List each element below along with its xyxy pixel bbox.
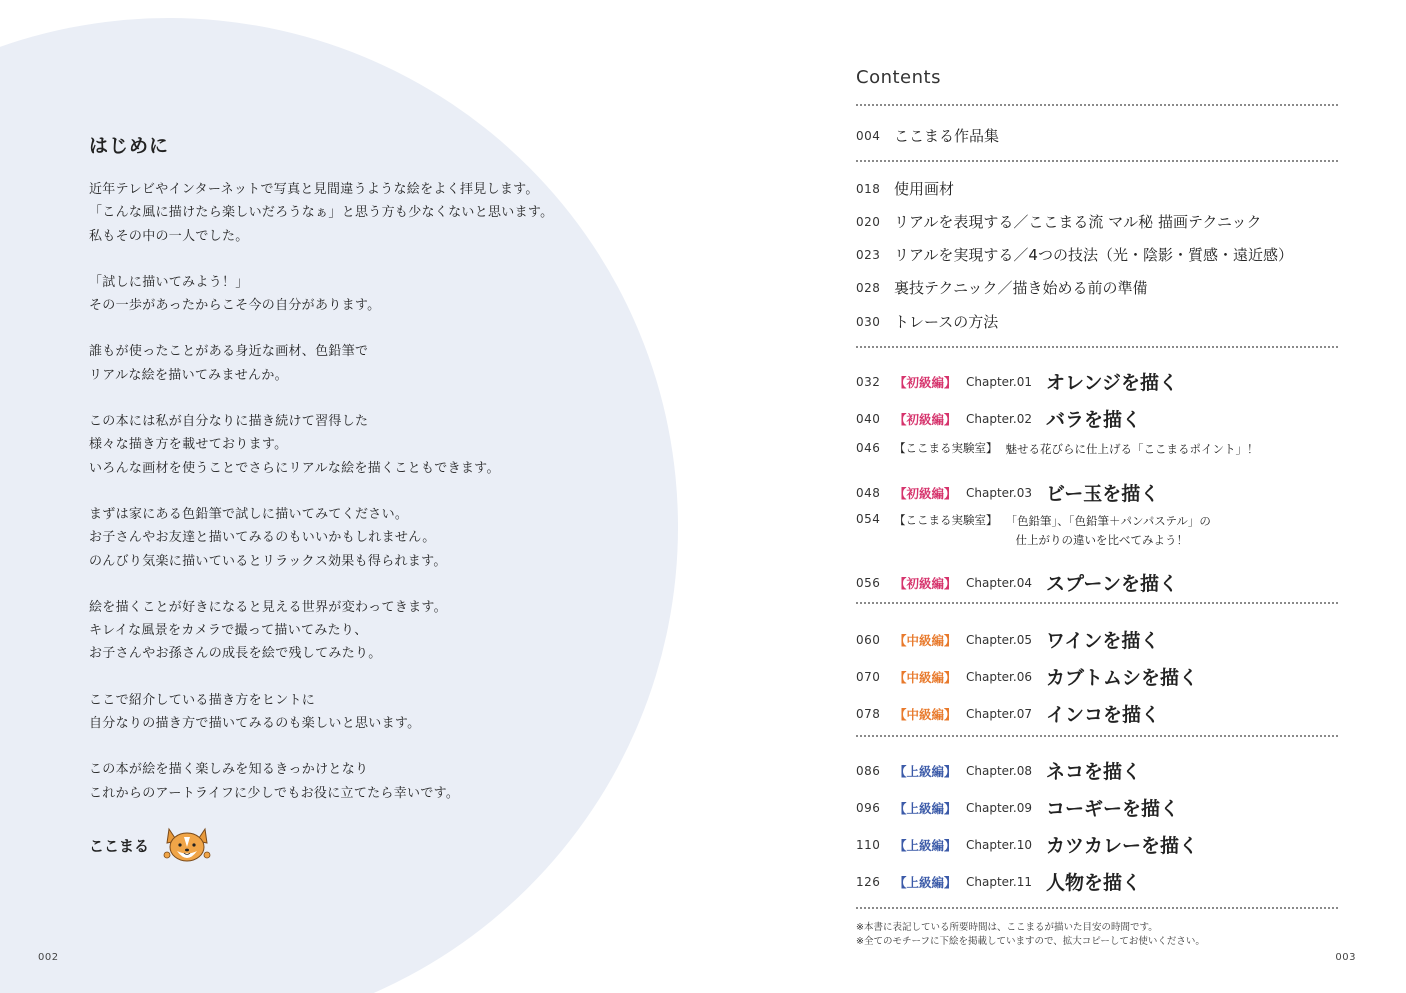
toc-title-wrap — [894, 244, 1293, 265]
intro-line: これからのアートライフに少しでもお役に立てたら幸いです。 — [89, 785, 460, 801]
toc-title-wrap — [894, 277, 1148, 298]
level-badge: 【上級編】 — [894, 800, 957, 816]
toc-row — [856, 626, 1159, 653]
toc-page-number: 046 — [856, 440, 881, 455]
corgi-icon — [161, 825, 213, 865]
lab-badge: 【ここまる実験室】 — [894, 513, 998, 527]
toc-title: 人物を描く — [1046, 872, 1142, 894]
chapter-label: Chapter.07 — [966, 706, 1032, 721]
toc-page-number: 056 — [856, 575, 881, 590]
toc-title: インコを描く — [1046, 704, 1161, 726]
level-badge: 【上級編】 — [894, 763, 957, 779]
intro-paragraph — [89, 271, 649, 318]
notes — [856, 921, 1205, 949]
toc-title-wrap — [894, 211, 1261, 232]
toc-title: トレースの方法 — [894, 313, 999, 331]
chapter-label: Chapter.05 — [966, 632, 1032, 647]
intro-line: お子さんやお友達と描いてみるのもいいかもしれません。 — [89, 530, 436, 546]
toc-title: ビー玉を描く — [1046, 483, 1160, 505]
level-badge: 【上級編】 — [894, 874, 957, 890]
toc-title-wrap — [1046, 663, 1198, 690]
toc-page-number: 023 — [856, 247, 881, 262]
toc-page-number: 032 — [856, 374, 881, 389]
intro-line: 「試しに描いてみよう！」 — [89, 274, 249, 290]
toc-title-wrap — [1046, 479, 1159, 506]
intro-line: その一歩があったからこそ今の自分があります。 — [89, 298, 381, 314]
intro-line: 様々な描き方を載せております。 — [89, 437, 288, 453]
toc-title: コーギーを描く — [1046, 798, 1180, 820]
intro-line: お子さんやお孫さんの成長を絵で残してみたり。 — [89, 646, 382, 662]
toc-page-number: 110 — [856, 837, 881, 852]
intro-paragraph — [89, 503, 649, 573]
toc-row — [856, 438, 1259, 457]
chapter-label: Chapter.11 — [966, 874, 1032, 889]
chapter-label: Chapter.10 — [966, 837, 1032, 852]
note: ※本書に表記している所要時間は、ここまるが描いた目安の時間です。 — [856, 922, 1158, 933]
toc-page-number: 086 — [856, 763, 881, 778]
toc-title: 「色鉛筆」、「色鉛筆＋パンパステル」の — [1005, 514, 1211, 528]
intro-line: のんびり気楽に描いているとリラックス効果も得られます。 — [89, 553, 447, 569]
level-badge: 【中級編】 — [894, 669, 957, 685]
intro-body — [89, 178, 649, 828]
toc-title: リアルを表現する／ここまる流 マル秘 描画テクニック — [894, 213, 1262, 231]
toc-page-number: 060 — [856, 632, 881, 647]
toc-row — [856, 244, 1293, 265]
signature-name: ここまる — [89, 836, 150, 855]
toc-row — [856, 405, 1141, 432]
chapter-label: Chapter.08 — [966, 763, 1032, 778]
toc-title-wrap — [1046, 757, 1141, 784]
toc-title-wrap — [1046, 831, 1198, 858]
toc-title: カブトムシを描く — [1046, 667, 1199, 689]
toc-page-number: 020 — [856, 214, 881, 229]
level-badge: 【初級編】 — [894, 411, 957, 427]
toc-title: ここまる作品集 — [894, 127, 1000, 145]
intro-line: まずは家にある色鉛筆で試しに描いてみてください。 — [89, 506, 409, 522]
page-number-left: 002 — [38, 952, 59, 963]
intro-line: 近年テレビやインターネットで写真と見間違うような絵をよく拝見します。 — [89, 182, 539, 197]
toc-page-number: 054 — [856, 512, 881, 526]
toc-row — [856, 311, 998, 332]
toc-title: オレンジを描く — [1046, 372, 1179, 394]
intro-line: この本が絵を描く楽しみを知るきっかけとなり — [89, 762, 369, 778]
intro-paragraph — [89, 178, 649, 248]
toc-row — [856, 512, 1211, 550]
toc-row — [856, 277, 1148, 298]
intro-line: ここで紹介している描き方をヒントに — [89, 692, 316, 708]
chapter-label: Chapter.04 — [966, 575, 1032, 590]
intro-paragraph — [89, 596, 649, 666]
toc-title-line2: 仕上がりの違いを比べてみよう！ — [1015, 533, 1188, 547]
intro-title: はじめに — [89, 135, 170, 157]
toc-row — [856, 211, 1261, 232]
toc-title-wrap — [1006, 512, 1211, 550]
page-number-right: 003 — [1335, 952, 1356, 963]
toc-page-number: 040 — [856, 411, 881, 426]
toc-row — [856, 479, 1159, 506]
chapter-label: Chapter.02 — [966, 411, 1032, 426]
intro-paragraph — [89, 340, 649, 387]
toc-row — [856, 700, 1160, 727]
intro-line: キレイな風景をカメラで撮って描いてみたり、 — [89, 623, 368, 639]
toc-page-number: 096 — [856, 800, 881, 815]
toc-title: 魅せる花びらに仕上げる「ここまるポイント」！ — [1005, 442, 1259, 456]
intro-line: いろんな画材を使うことでさらにリアルな絵を描くこともできます。 — [89, 460, 500, 476]
toc-page-number: 030 — [856, 314, 881, 329]
intro-line: 誰もが使ったことがある身近な画材、色鉛筆で — [89, 344, 369, 360]
chapter-label: Chapter.01 — [966, 374, 1032, 389]
dotted-separator — [856, 602, 1338, 604]
dotted-separator — [856, 907, 1338, 909]
intro-line: この本には私が自分なりに描き続けて習得した — [89, 414, 369, 430]
toc-page-number: 004 — [856, 128, 881, 143]
dotted-separator — [856, 104, 1338, 106]
intro-line: 自分なりの描き方で描いてみるのも楽しいと思います。 — [89, 716, 421, 732]
note: ※全てのモチーフに下絵を掲載していますので、拡大コピーしてお使いください。 — [856, 936, 1205, 947]
toc-title-wrap — [1046, 794, 1179, 821]
toc-title-wrap — [1046, 405, 1141, 432]
level-badge: 【中級編】 — [894, 632, 957, 648]
intro-paragraph — [89, 410, 649, 480]
toc-row — [856, 178, 954, 199]
chapter-label: Chapter.06 — [966, 669, 1032, 684]
toc-title-wrap — [1046, 569, 1178, 596]
toc-title: 裏技テクニック／描き始める前の準備 — [894, 279, 1148, 297]
dotted-separator — [856, 346, 1338, 348]
toc-title: 使用画材 — [894, 180, 955, 198]
toc-title-wrap — [894, 125, 999, 146]
toc-page-number: 018 — [856, 181, 881, 196]
toc-title-wrap — [1046, 626, 1159, 653]
level-badge: 【初級編】 — [894, 374, 957, 390]
level-badge: 【中級編】 — [894, 706, 957, 722]
toc-row — [856, 569, 1178, 596]
toc-title: ネコを描く — [1046, 761, 1142, 783]
signature — [89, 825, 213, 865]
chapter-label: Chapter.09 — [966, 800, 1032, 815]
toc-row — [856, 663, 1198, 690]
intro-paragraph — [89, 689, 649, 736]
toc-title-wrap — [1006, 438, 1259, 457]
contents-title: Contents — [856, 67, 941, 88]
chapter-label: Chapter.03 — [966, 485, 1032, 500]
lab-badge: 【ここまる実験室】 — [894, 440, 998, 455]
toc-title: カツカレーを描く — [1046, 835, 1199, 857]
intro-line: 「こんな風に描けたら楽しいだろうなぁ」と思う方も少なくないと思います。 — [89, 205, 554, 221]
toc-page-number: 070 — [856, 669, 881, 684]
dotted-separator — [856, 160, 1338, 162]
level-badge: 【初級編】 — [894, 575, 957, 591]
level-badge: 【初級編】 — [894, 485, 957, 501]
toc-page-number: 126 — [856, 874, 881, 889]
intro-line: リアルな絵を描いてみませんか。 — [89, 367, 288, 383]
toc-row — [856, 868, 1141, 895]
toc-title: バラを描く — [1046, 409, 1142, 431]
toc-page-number: 078 — [856, 706, 881, 721]
toc-title-wrap — [1046, 700, 1160, 727]
intro-line: 私もその中の一人でした。 — [89, 228, 249, 244]
toc-title-wrap — [894, 311, 998, 332]
toc-row — [856, 794, 1179, 821]
toc-title-wrap — [1046, 368, 1178, 395]
toc-row — [856, 125, 999, 146]
intro-paragraph — [89, 758, 649, 805]
toc-title-wrap — [894, 178, 954, 199]
toc-title: ワインを描く — [1046, 630, 1160, 652]
toc-row — [856, 368, 1178, 395]
toc-page-number: 048 — [856, 485, 881, 500]
toc-title-wrap — [1046, 868, 1141, 895]
toc-title: スプーンを描く — [1046, 573, 1179, 595]
level-badge: 【上級編】 — [894, 837, 957, 853]
toc-row — [856, 831, 1198, 858]
toc-page-number: 028 — [856, 280, 881, 295]
intro-line: 絵を描くことが好きになると見える世界が変わってきます。 — [89, 599, 447, 615]
toc-row — [856, 757, 1141, 784]
dotted-separator — [856, 735, 1338, 737]
toc-title: リアルを実現する／4つの技法（光・陰影・質感・遠近感） — [894, 246, 1293, 264]
